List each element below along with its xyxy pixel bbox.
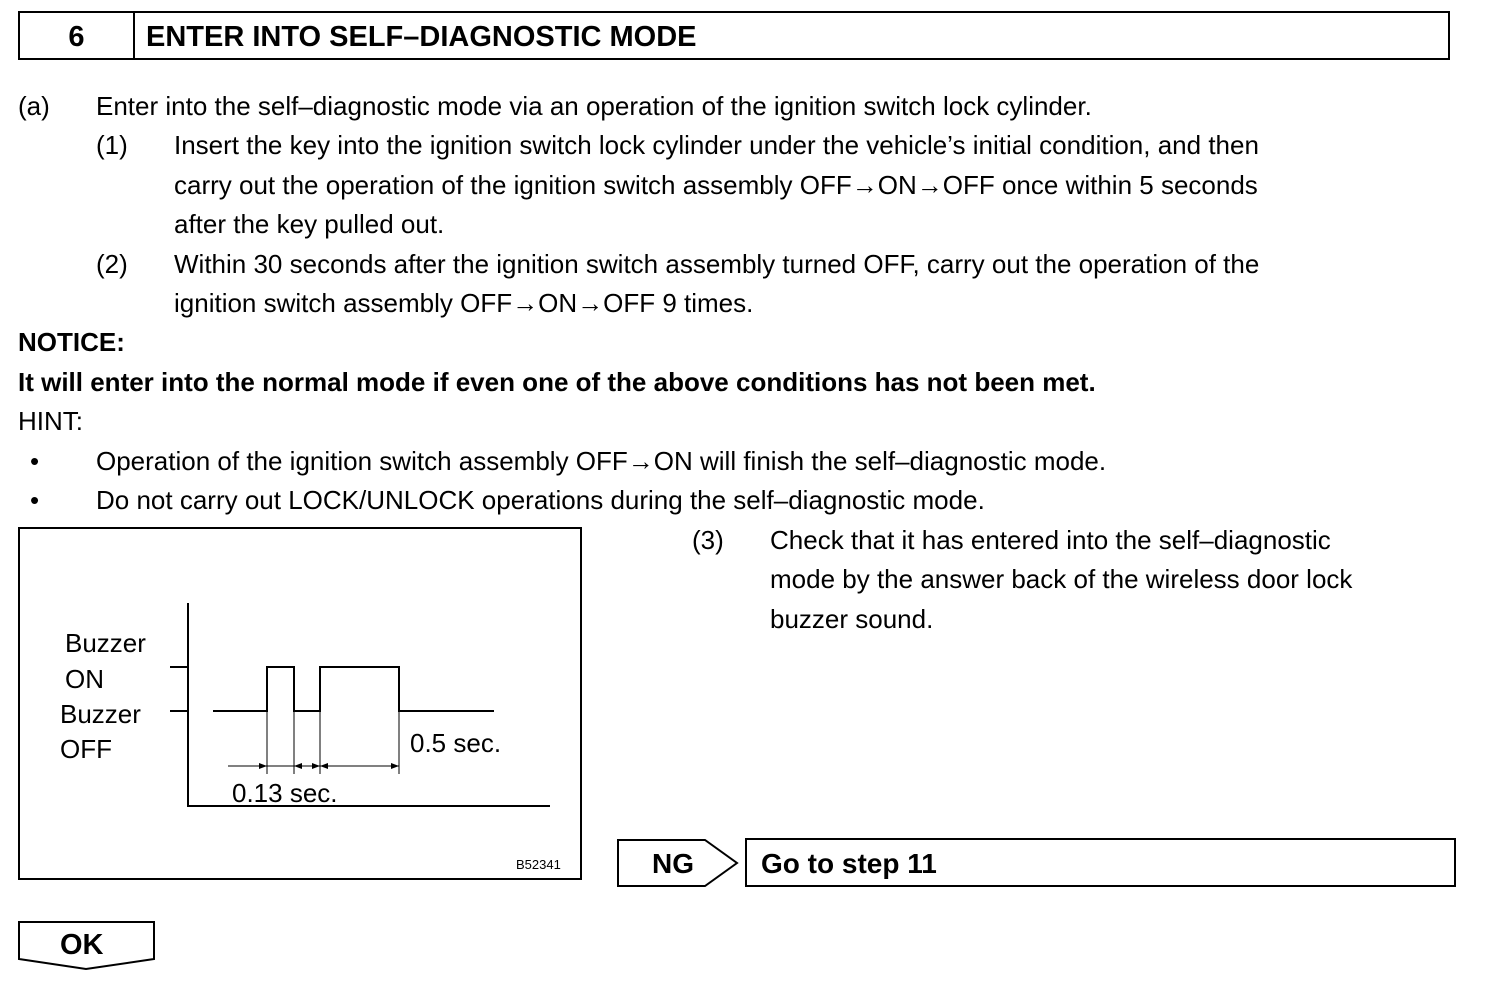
buzzer-on-label-2: ON (65, 664, 104, 694)
ng-label: NG (652, 848, 694, 879)
pulse-duration-label: 0.13 sec. (232, 778, 338, 808)
buzzer-off-label-2: OFF (60, 734, 112, 764)
sub1-line-2: carry out the operation of the ignition switch assembly OFF→ON→OFF once within 5 seconds (174, 170, 1258, 200)
figure-code: B52341 (516, 857, 561, 872)
step-number: 6 (20, 13, 135, 58)
sub1-line-3: after the key pulled out. (174, 209, 445, 239)
ok-label: OK (60, 929, 104, 961)
ng-action-box (745, 838, 1456, 887)
hint-item-2: Do not carry out LOCK/UNLOCK operations during the self–diagnostic mode. (96, 485, 985, 515)
step-a-text: Enter into the self–diagnostic mode via an operation of the ignition switch lock cylinder. (96, 91, 1092, 121)
sub3-line-2: mode by the answer back of the wireless door lock (770, 564, 1353, 594)
buzzer-waveform (213, 667, 494, 711)
hint-label: HINT: (18, 406, 83, 436)
buzzer-timing-diagram (18, 527, 582, 880)
sub3-line-3: buzzer sound. (770, 604, 934, 634)
hint-bullet-2: • (30, 485, 40, 515)
step-a-marker: (a) (18, 91, 50, 121)
buzzer-off-label-1: Buzzer (60, 699, 141, 729)
sub2-line-1: Within 30 seconds after the ignition switch assembly turned OFF, carry out the operation of the (174, 249, 1260, 279)
sub3-line-1: Check that it has entered into the self–diagnostic (770, 525, 1331, 555)
sub1-line-1: Insert the key into the ignition switch lock cylinder under the vehicle’s initial condition, and then (174, 130, 1259, 160)
buzzer-on-label-1: Buzzer (65, 628, 146, 658)
notice-label: NOTICE: (18, 327, 125, 357)
sub2-marker: (2) (96, 249, 128, 279)
long-duration-label: 0.5 sec. (410, 728, 502, 758)
step-header (18, 11, 1450, 60)
sub3-marker: (3) (692, 525, 724, 555)
step-title: ENTER INTO SELF–DIAGNOSTIC MODE (146, 21, 697, 53)
sub2-line-2: ignition switch assembly OFF→ON→OFF 9 times. (174, 288, 754, 318)
notice-text: It will enter into the normal mode if even one of the above conditions has not been met. (18, 367, 1096, 397)
hint-bullet-1: • (30, 446, 40, 476)
hint-item-1: Operation of the ignition switch assembly OFF→ON will finish the self–diagnostic mode. (96, 446, 1107, 476)
sub1-marker: (1) (96, 130, 128, 160)
ng-action-text: Go to step 11 (761, 848, 937, 879)
